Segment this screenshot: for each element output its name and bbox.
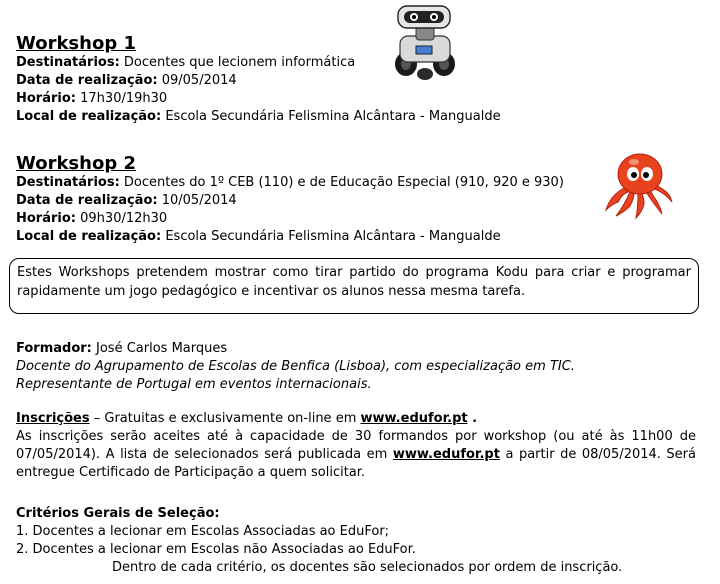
workshop-1-audience — [16, 54, 501, 72]
workshop-2-audience — [16, 174, 564, 192]
trainer-description-1: Docente do Agrupamento de Escolas de Benfica (Lisboa), com especialização em TIC. — [16, 359, 575, 374]
workshop-2-time — [16, 210, 564, 228]
workshop-1-time — [16, 90, 501, 108]
time-value: 09h30/12h30 — [80, 211, 168, 226]
edufor-link-1[interactable]: www.edufor.pt — [360, 411, 468, 426]
audience-value: Docentes que lecionem informática — [123, 55, 356, 70]
time-value: 17h30/19h30 — [80, 91, 168, 106]
workshop-2-date — [16, 192, 564, 210]
criteria-title: Critérios Gerais de Seleção: — [16, 506, 220, 521]
registration-text-2: As inscrições serão aceites até à capacidade de 30 formandos por workshop (ou até às 11h00 de 07/05/2014). A lista de selecionados será publicada em — [16, 429, 696, 462]
registration-paragraph — [16, 428, 696, 482]
audience-label: Destinatários: — [16, 175, 120, 190]
time-label: Horário: — [16, 211, 76, 226]
octopus-illustration — [602, 152, 674, 220]
workshop-1-section — [16, 34, 501, 126]
workshop-2-place — [16, 228, 564, 246]
trainer-name: José Carlos Marques — [96, 341, 228, 356]
workshop-1-place — [16, 108, 501, 126]
registration-end-1: . — [467, 411, 478, 426]
criteria-section — [16, 505, 696, 577]
registration-section — [16, 410, 696, 482]
registration-label: Inscrições — [16, 411, 90, 426]
criteria-item: 2. Docentes a lecionar em Escolas não Associadas ao EduFor. — [16, 542, 416, 557]
trainer-label: Formador: — [16, 341, 92, 356]
registration-line-1 — [16, 410, 696, 428]
criteria-item: 1. Docentes a lecionar em Escolas Associadas ao EduFor; — [16, 524, 390, 539]
date-label: Data de realização: — [16, 193, 158, 208]
workshop-1-title: Workshop 1 — [16, 33, 136, 54]
trainer-description-2: Representante de Portugal em eventos internacionais. — [16, 377, 372, 392]
criteria-note: Dentro de cada critério, os docentes são selecionados por ordem de inscrição. — [112, 560, 623, 575]
audience-value: Docentes do 1º CEB (110) e de Educação Especial (910, 920 e 930) — [123, 175, 564, 190]
date-value: 09/05/2014 — [161, 73, 237, 88]
intro-box: Estes Workshops pretendem mostrar como tirar partido do programa Kodu para criar e programar rapidamente um jogo pedagógico e incentivar os alunos nessa mesma tarefa. — [9, 258, 699, 314]
workshop-2-section — [16, 154, 564, 246]
edufor-link-2[interactable]: www.edufor.pt — [392, 447, 500, 462]
place-value: Escola Secundária Felismina Alcântara - Mangualde — [165, 109, 501, 124]
workshop-2-title: Workshop 2 — [16, 153, 136, 174]
registration-text-3: a partir de 08/05/2014. Será entregue Certificado de Participação a quem solicitar. — [16, 447, 696, 480]
trainer-line — [16, 340, 696, 358]
time-label: Horário: — [16, 91, 76, 106]
place-label: Local de realização: — [16, 229, 162, 244]
place-value: Escola Secundária Felismina Alcântara - Mangualde — [165, 229, 501, 244]
trainer-section — [16, 340, 696, 394]
place-label: Local de realização: — [16, 109, 162, 124]
workshop-1-date — [16, 72, 501, 90]
registration-text-1: Gratuitas e exclusivamente on-line em — [104, 411, 361, 426]
date-label: Data de realização: — [16, 73, 158, 88]
registration-dash: – — [89, 411, 105, 426]
date-value: 10/05/2014 — [161, 193, 237, 208]
audience-label: Destinatários: — [16, 55, 120, 70]
